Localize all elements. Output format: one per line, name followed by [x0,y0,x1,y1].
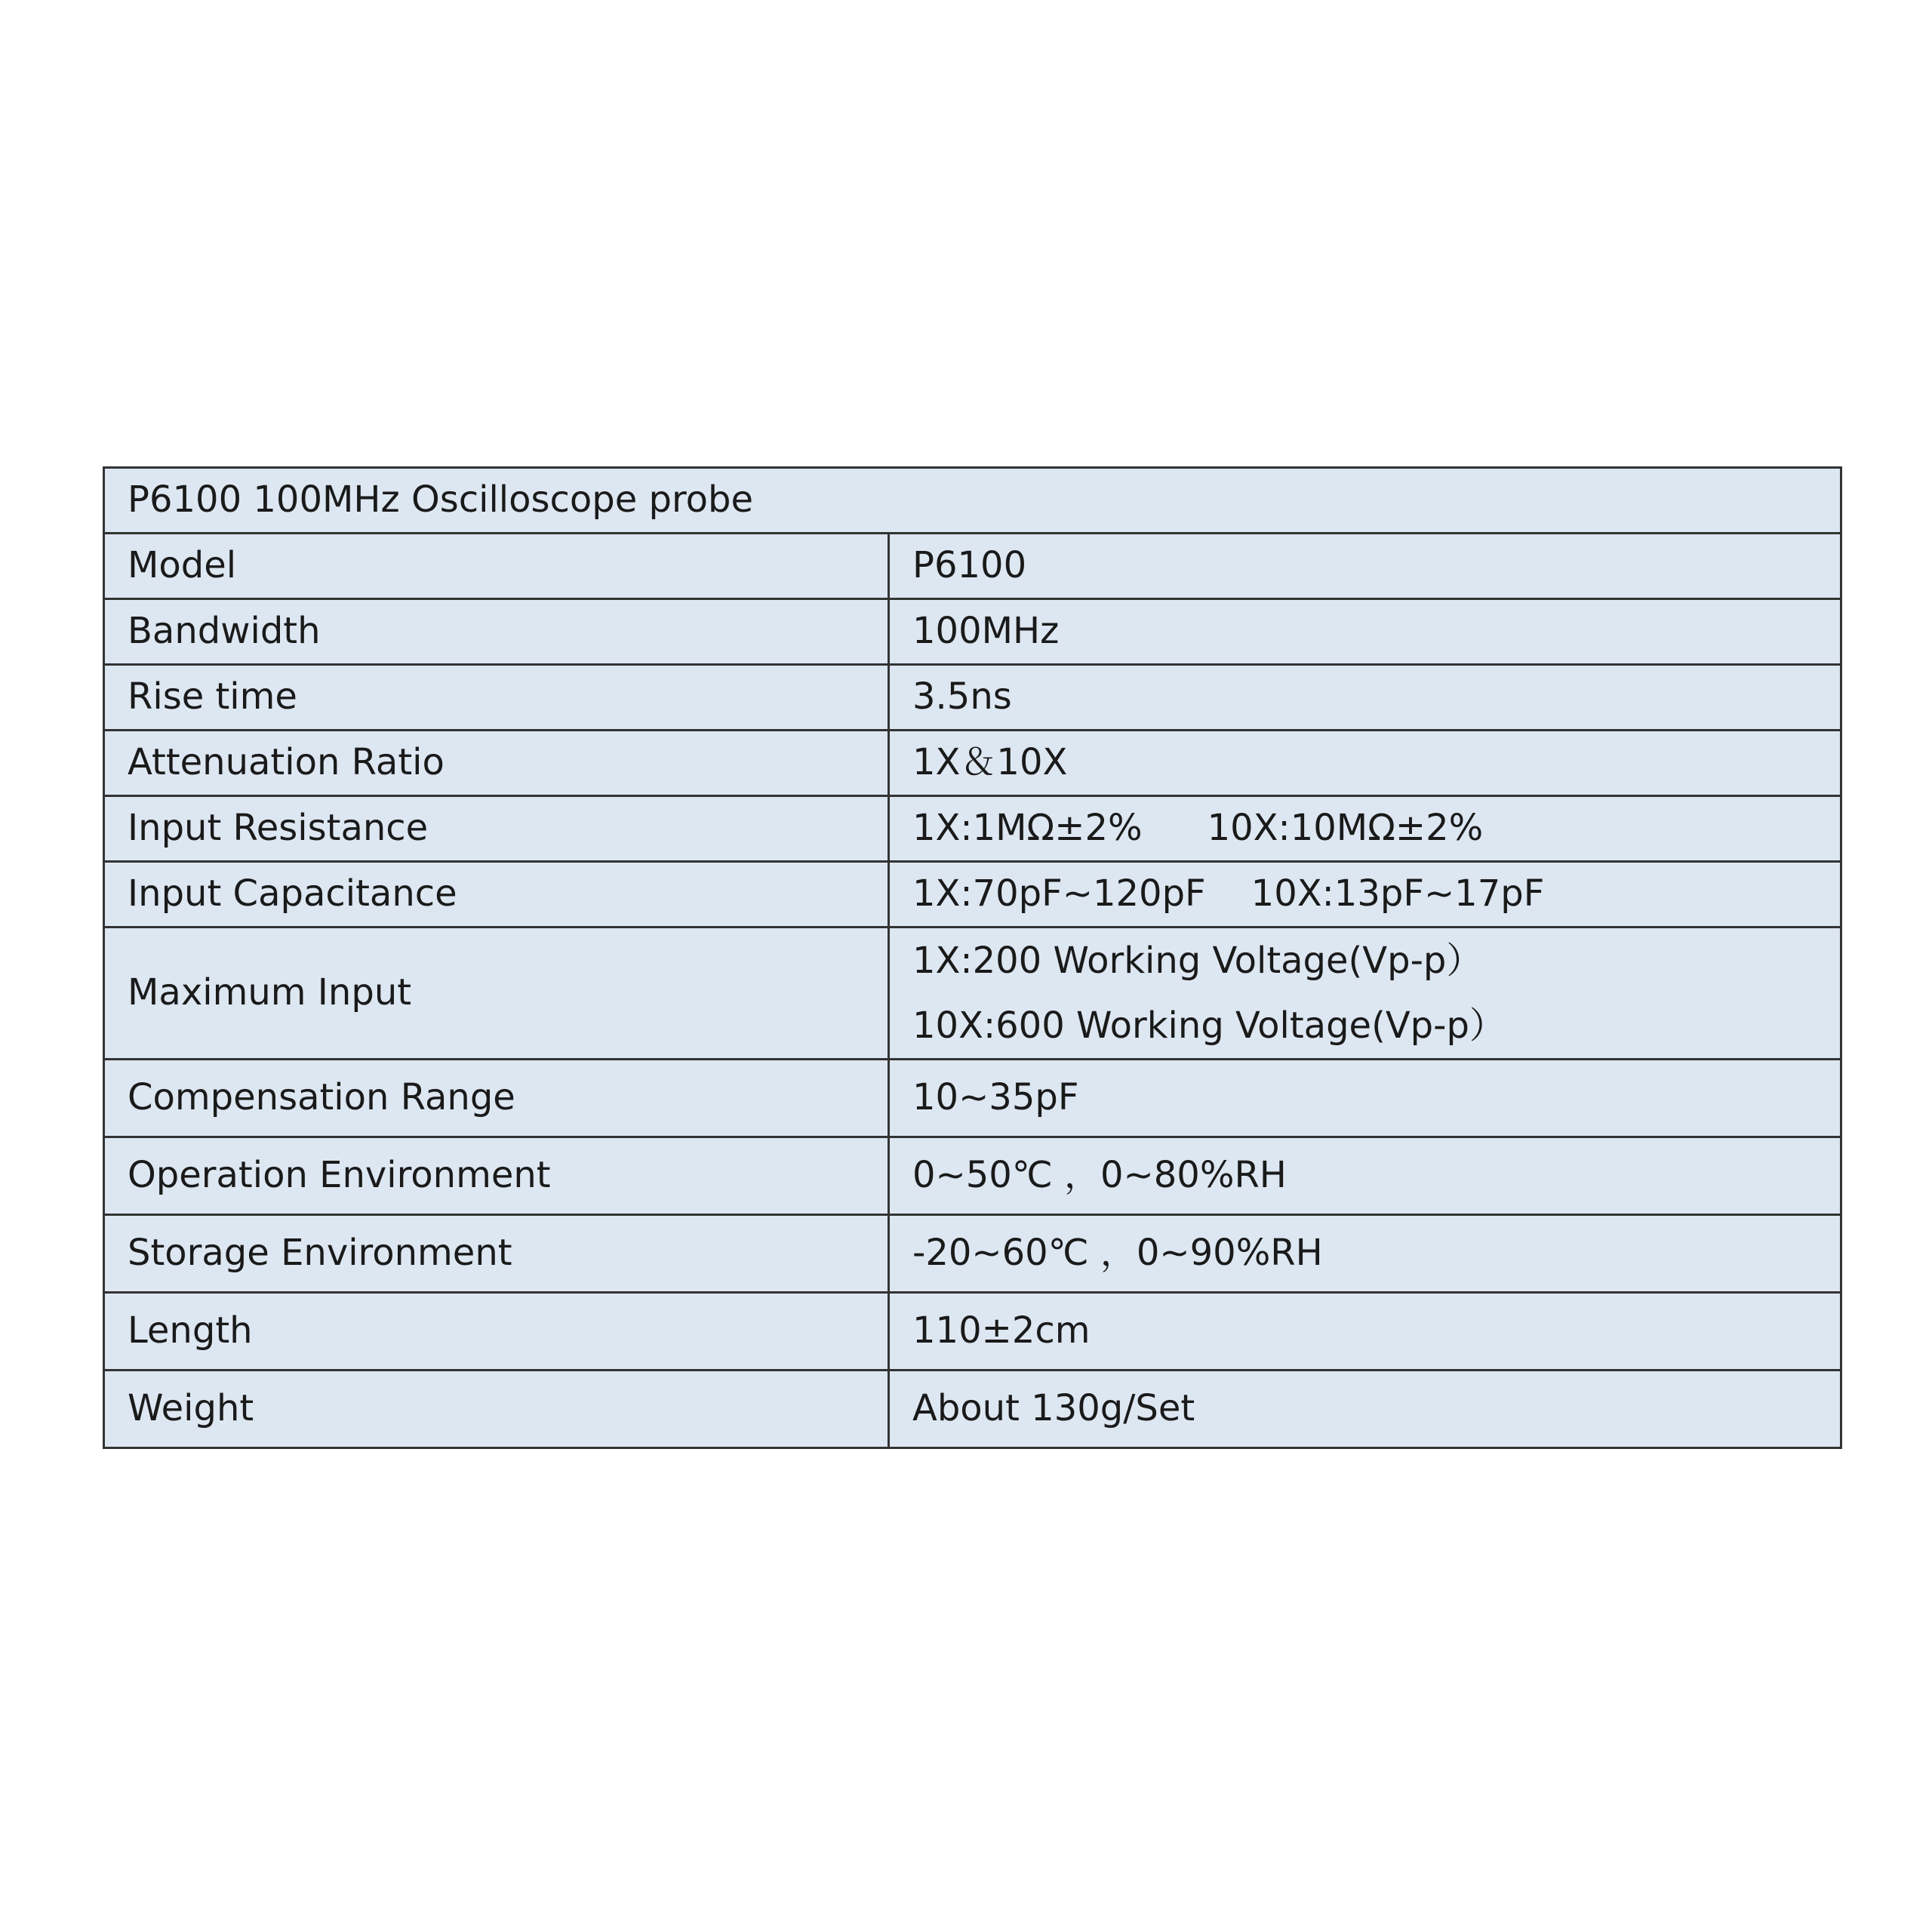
spec-label: Bandwidth [104,599,889,665]
spec-value-line-10x: 10X:600 Working Voltage(Vp-p） [912,1004,1506,1047]
spec-label: Operation Environment [104,1137,889,1215]
table-row [104,599,1841,665]
table-row [104,1060,1841,1137]
spec-label: Model [104,534,889,599]
spec-value-1x: 1X:70pF~120pF [912,872,1206,915]
spec-value [889,928,1841,1060]
table-row [104,1371,1841,1448]
table-title: P6100 100MHz Oscilloscope probe [104,468,1841,534]
spec-label: Maximum Input [104,928,889,1060]
table-title-row [104,468,1841,534]
table-row [104,1293,1841,1371]
spec-label: Input Capacitance [104,862,889,928]
spec-value: P6100 [889,534,1841,599]
spec-value: 110±2cm [889,1293,1841,1371]
spec-label: Attenuation Ratio [104,731,889,796]
spec-label: Rise time [104,665,889,731]
spec-value-10x: 10X:10MΩ±2% [1207,807,1484,850]
spec-value [889,796,1841,862]
table-row [104,862,1841,928]
spec-value: 100MHz [889,599,1841,665]
spec-value [889,862,1841,928]
table-row [104,1215,1841,1293]
table-row [104,796,1841,862]
spec-value: 1X＆10X [889,731,1841,796]
spec-label: Length [104,1293,889,1371]
spec-value: 10~35pF [889,1060,1841,1137]
spec-label: Weight [104,1371,889,1448]
spec-table [103,466,1842,1449]
table-row [104,731,1841,796]
spec-value-10x: 10X:13pF~17pF [1251,872,1545,915]
spec-value: 3.5ns [889,665,1841,731]
spec-label: Storage Environment [104,1215,889,1293]
spec-value-1x: 1X:1MΩ±2% [912,807,1143,850]
table-row [104,928,1841,1060]
spec-label: Compensation Range [104,1060,889,1137]
spec-label: Input Resistance [104,796,889,862]
table-row [104,665,1841,731]
table-row [104,534,1841,599]
spec-value: About 130g/Set [889,1371,1841,1448]
table-row [104,1137,1841,1215]
spec-value: 0~50℃ ，0~80%RH [889,1137,1841,1215]
spec-value: -20~60℃ ，0~90%RH [889,1215,1841,1293]
spec-value-line-1x: 1X:200 Working Voltage(Vp-p） [912,940,1483,982]
